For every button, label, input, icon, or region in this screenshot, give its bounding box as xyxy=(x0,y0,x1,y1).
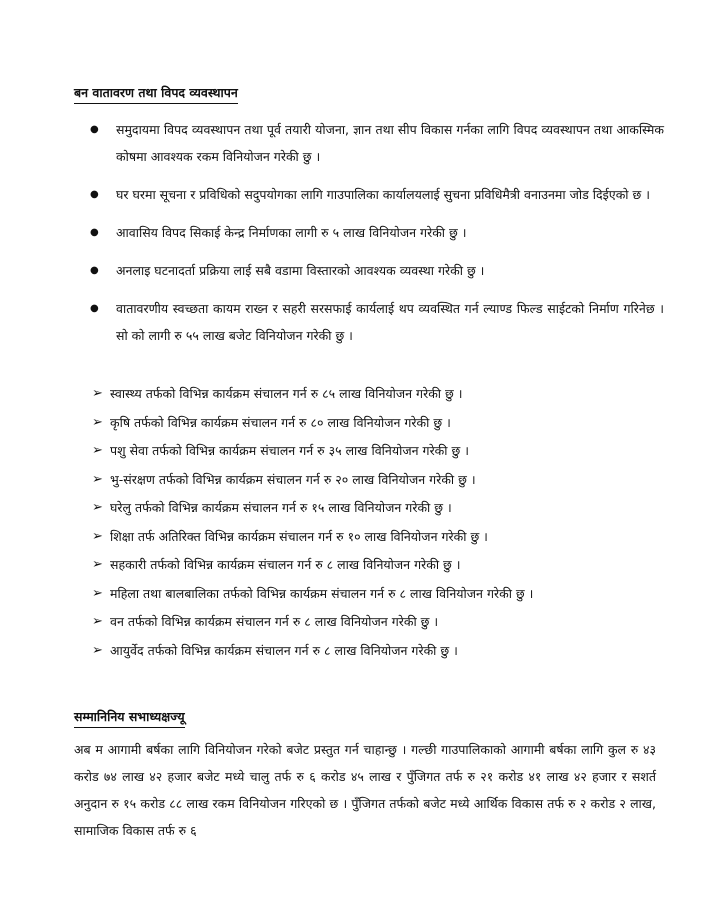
bullet-item: ● घर घरमा सूचना र प्रविधिको सदुपयोगका लागि गाउपालिका कार्यालयलाई सुचना प्रविधिमैत्री वनाउनमा जोड दिईएको छ । xyxy=(74,181,664,208)
arrow-bullet-icon: ➢ xyxy=(92,528,103,544)
budget-paragraph: अब म आगामी बर्षका लागि विनियोजन गरेको बजेट प्रस्तुत गर्न चाहान्छु । गल्छी गाउपालिकाको आगामी बर्षका लागि कुल रु ४३ करोड ७४ लाख ४२ हजार बजेट मध्ये चालु तर्फ रु ६ करोड ४५ लाख र पुँजिगत तर्फ रु २१ करोड ४१ लाख ४२ हजार र सशर्त अनुदान रु १५ करोड ८८ लाख रकम विनियोजन गरिएको छ । पुँजिगत तर्फको बजेट मध्ये आर्थिक विकास तर्फ रु २ करोड २ लाख, सामाजिक विकास तर्फ रु ६ xyxy=(74,742,656,838)
program-text: आयुर्वेद तर्फको विभिन्न कार्यक्रम संचालन गर्न रु ८ लाख विनियोजन गरेकी छु । xyxy=(110,642,458,658)
program-text: स्वास्थ्य तर्फको विभिन्न कार्यक्रम संचालन गर्न रु ८५ लाख विनियोजन गरेकी छु । xyxy=(110,386,463,401)
program-item xyxy=(92,608,662,637)
arrow-bullet-icon: ➢ xyxy=(92,386,103,401)
program-text: पशु सेवा तर्फको विभिन्न कार्यक्रम संचालन गर्न रु ३५ लाख विनियोजन गरेकी छु । xyxy=(110,443,469,458)
program-text: कृषि तर्फको विभिन्न कार्यक्रम संचालन गर्न रु ८० लाख विनियोजन गरेकी छु । xyxy=(110,414,451,430)
program-item xyxy=(92,466,662,495)
arrow-bullet-icon: ➢ xyxy=(92,585,103,601)
arrow-bullet-icon: ➢ xyxy=(92,557,103,572)
program-list xyxy=(92,380,662,665)
arrow-bullet-icon: ➢ xyxy=(92,500,103,515)
arrow-bullet-icon: ➢ xyxy=(92,414,103,430)
arrow-bullet-icon: ➢ xyxy=(92,471,103,487)
program-item xyxy=(92,580,662,609)
program-text: घरेलु तर्फको विभिन्न कार्यक्रम संचालन गर्न रु १५ लाख विनियोजन गरेकी छु । xyxy=(110,500,452,515)
program-text: महिला तथा बालबालिका तर्फको विभिन्न कार्यक्रम संचालन गर्न रु ८ लाख विनियोजन गरेकी छु । xyxy=(110,585,534,601)
section-heading-environment: बन वातावरण तथा विपद व्यवस्थापन xyxy=(74,84,238,104)
bullet-item: ● वातावरणीय स्वच्छता कायम राख्न र सहरी सरसफाई कार्यलाई थप व्यवस्थित गर्न ल्याण्ड फिल्ड साईटको निर्माण गरिनेछ । सो को लागी रु ५५ लाख बजेट विनियोजन गरेकी छु । xyxy=(74,295,664,349)
bullet-item: ● अनलाइ घटनादर्ता प्रक्रिया लाई सबै वडामा विस्तारको आवश्यक व्यवस्था गरेकी छु । xyxy=(74,257,664,284)
bullet-item: ● समुदायमा विपद व्यवस्थापन तथा पूर्व तयारी योजना, ज्ञान तथा सीप विकास गर्नका लागि विपद व्यवस्थापन तथा आकस्मिक कोषमा आवश्यक रकम विनियोजन गरेकी छु । xyxy=(74,116,664,170)
program-item xyxy=(92,523,662,552)
section-heading-chair: सम्मानिनिय सभाध्यक्षज्यू xyxy=(74,708,185,728)
program-item xyxy=(92,494,662,523)
arrow-bullet-icon: ➢ xyxy=(92,614,103,629)
program-item xyxy=(92,437,662,466)
arrow-bullet-icon: ➢ xyxy=(92,443,103,458)
program-text: सहकारी तर्फको विभिन्न कार्यक्रम संचालन गर्न रु ८ लाख विनियोजन गरेकी छु । xyxy=(110,557,461,572)
program-item xyxy=(92,380,662,409)
program-text: वन तर्फको विभिन्न कार्यक्रम संचालन गर्न रु ८ लाख विनियोजन गरेकी छु । xyxy=(110,614,439,629)
program-text: भु-संरक्षण तर्फको विभिन्न कार्यक्रम संचालन गर्न रु २० लाख विनियोजन गरेकी छु । xyxy=(110,471,476,487)
bullet-item: ● आवासिय विपद सिकाई केन्द्र निर्माणका लागी रु ५ लाख विनियोजन गरेकी छु । xyxy=(74,219,664,246)
arrow-bullet-icon: ➢ xyxy=(92,642,103,658)
program-text: शिक्षा तर्फ अतिरिक्त विभिन्न कार्यक्रम संचालन गर्न रु १० लाख विनियोजन गरेकी छु । xyxy=(110,528,488,544)
program-item xyxy=(92,637,662,666)
bullet-list xyxy=(74,116,664,360)
program-item xyxy=(92,551,662,580)
program-item xyxy=(92,409,662,438)
